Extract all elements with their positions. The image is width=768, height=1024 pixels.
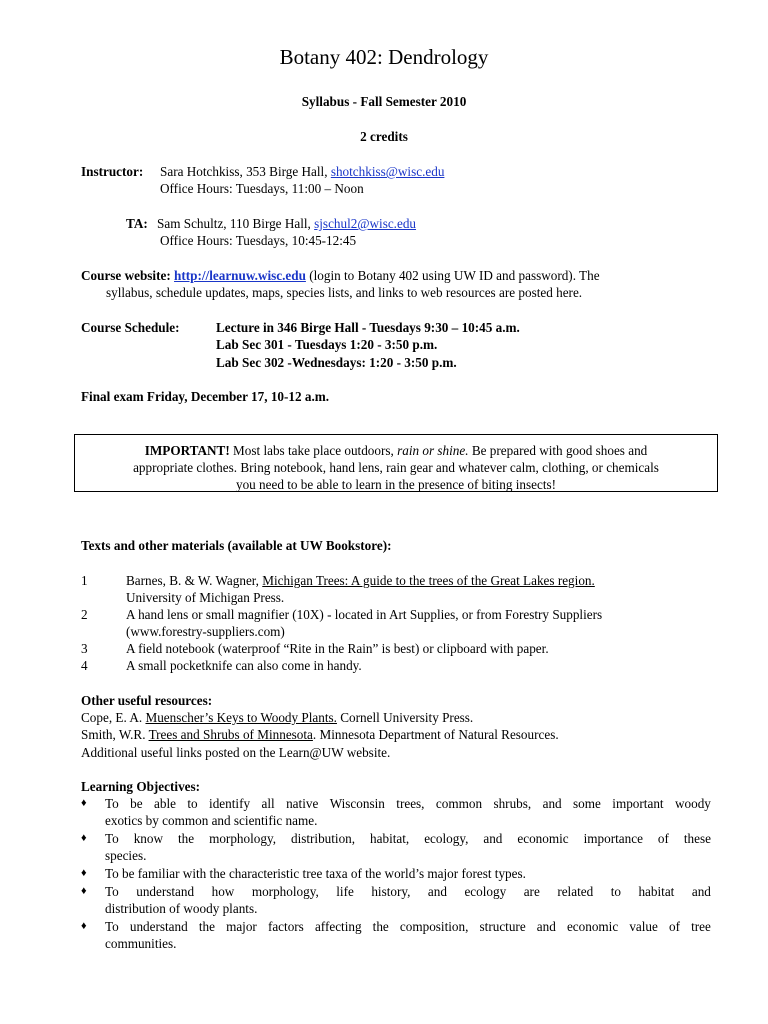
schedule-lab-302: Lab Sec 302 -Wednesdays: 1:20 - 3:50 p.m. xyxy=(216,355,457,370)
objective-word: morphology, xyxy=(209,831,276,846)
list-item-continued: University of Michigan Press. xyxy=(126,590,285,605)
objective-word: related xyxy=(557,884,594,899)
objective-word: tree xyxy=(691,919,711,934)
objective-word: economic xyxy=(566,919,619,934)
objective-word: economic xyxy=(517,831,569,846)
page-title: Botany 402: Dendrology xyxy=(279,45,489,69)
resource-item: Smith, W.R. Trees and Shrubs of Minnesota. Minnesota Department of Natural Resources. xyxy=(81,727,559,742)
list-item-continued: (www.forestry-suppliers.com) xyxy=(126,624,285,639)
objective-word: To xyxy=(105,884,119,899)
list-item: Barnes, B. & W. Wagner, Michigan Trees: A guide to the trees of the Great Lakes region. xyxy=(126,573,595,588)
objective-word: morphology, xyxy=(251,884,319,899)
course-website xyxy=(81,267,600,284)
bullet-icon: ♦ xyxy=(81,797,87,809)
ta-details: Sam Schultz, 110 Birge Hall, xyxy=(157,216,315,231)
objective-word: the xyxy=(198,919,215,934)
objective-word: importance xyxy=(583,831,643,846)
book-title: Michigan Trees: A guide to the trees of the Great Lakes region. xyxy=(262,573,595,588)
website-note: (login to Botany 402 using UW ID and password). The xyxy=(305,268,600,283)
syllabus-subtitle: Syllabus - Fall Semester 2010 xyxy=(301,94,467,109)
bullet-icon: ♦ xyxy=(81,885,87,897)
objective-word: structure xyxy=(479,919,526,934)
ta-office-hours: Office Hours: Tuesdays, 10:45-12:45 xyxy=(160,233,357,248)
objective-word: To xyxy=(105,796,119,811)
objective-word: ecology xyxy=(464,884,507,899)
objective-word: important xyxy=(612,796,664,811)
course-website-link[interactable]: http://learnuw.wisc.edu xyxy=(174,268,306,283)
objective-word: history, xyxy=(371,884,411,899)
objective-word: identify xyxy=(209,796,251,811)
ta-label: TA: xyxy=(126,216,148,231)
objective-word: be xyxy=(130,796,143,811)
objective-word: Wisconsin xyxy=(329,796,385,811)
notice-line-1: IMPORTANT! Most labs take place outdoors, rain or shine. Be prepared with good shoes and xyxy=(144,443,648,458)
objective-word: major xyxy=(226,919,257,934)
objective-item: To understand how morphology, life history, and ecology are related to habitat and distribution of woody plants. xyxy=(105,884,711,916)
objective-word: the xyxy=(177,831,195,846)
objective-word: common xyxy=(435,796,483,811)
objective-word: the xyxy=(372,919,389,934)
objective-word: know xyxy=(133,831,164,846)
book-title: Muenscher’s Keys to Woody Plants. xyxy=(145,710,337,725)
resources-heading: Other useful resources: xyxy=(81,693,213,708)
list-item-number: 3 xyxy=(81,641,88,656)
schedule-lecture: Lecture in 346 Birge Hall - Tuesdays 9:30 – 10:45 a.m. xyxy=(216,320,520,335)
objective-word: and xyxy=(483,831,503,846)
objective-word: understand xyxy=(129,919,188,934)
website-label: Course website: xyxy=(81,268,175,283)
objective-word: woody xyxy=(674,796,711,811)
bullet-icon: ♦ xyxy=(81,832,87,844)
objective-word: native xyxy=(286,796,319,811)
texts-heading: Texts and other materials (available at UW Bookstore): xyxy=(81,538,392,553)
objective-word: habitat xyxy=(638,884,675,899)
list-item: A hand lens or small magnifier (10X) - located in Art Supplies, or from Forestry Suppliers xyxy=(126,607,603,622)
objective-word: distribution, xyxy=(290,831,356,846)
list-item: A field notebook (waterproof “Rite in the Rain” is best) or clipboard with paper. xyxy=(126,641,549,656)
list-item: A small pocketknife can also come in handy. xyxy=(126,658,362,673)
important-notice-box xyxy=(74,434,718,492)
objective-word: To xyxy=(105,919,119,934)
schedule-label: Course Schedule: xyxy=(81,320,180,335)
objective-word: some xyxy=(573,796,601,811)
objective-word: composition, xyxy=(399,919,469,934)
objective-word: these xyxy=(683,831,711,846)
objective-item: To be familiar with the characteristic tree taxa of the world’s major forest types. xyxy=(105,866,526,881)
instructor-office-hours: Office Hours: Tuesdays, 11:00 – Noon xyxy=(160,181,364,196)
resource-item: Cope, E. A. Muenscher’s Keys to Woody Plants. Cornell University Press. xyxy=(81,710,474,725)
objective-word: of xyxy=(668,919,680,934)
objective-item: To be able to identify all native Wisconsin trees, common shrubs, and some important woody exotics by common and scientific name. xyxy=(105,796,711,828)
instructor-details: Sara Hotchkiss, 353 Birge Hall, xyxy=(160,164,331,179)
objective-word: to xyxy=(610,884,621,899)
schedule-lab-301: Lab Sec 301 - Tuesdays 1:20 - 3:50 p.m. xyxy=(216,337,438,352)
objective-word: factors xyxy=(267,919,304,934)
objective-word: all xyxy=(261,796,275,811)
objective-word: how xyxy=(211,884,235,899)
objective-item: To understand the major factors affecting the composition, structure and economic value of tree communities. xyxy=(105,919,711,951)
important-label: IMPORTANT! xyxy=(144,443,230,458)
website-description: syllabus, schedule updates, maps, species lists, and links to web resources are posted here. xyxy=(106,285,583,300)
objective-word: and xyxy=(691,884,711,899)
objective-word: affecting xyxy=(314,919,362,934)
objective-word: shrubs, xyxy=(493,796,532,811)
objective-word: habitat, xyxy=(370,831,410,846)
objective-word: are xyxy=(523,884,540,899)
objectives-heading: Learning Objectives: xyxy=(81,779,201,794)
ta-email-link[interactable]: sjschul2@wisc.edu xyxy=(314,216,417,231)
objective-word: and xyxy=(427,884,447,899)
credits: 2 credits xyxy=(360,129,408,144)
list-item-number: 1 xyxy=(81,573,88,588)
list-item-number: 2 xyxy=(81,607,88,622)
objective-word: value xyxy=(629,919,658,934)
objective-item: To know the morphology, distribution, habitat, ecology, and economic importance of these species. xyxy=(105,831,711,863)
objective-word: able xyxy=(154,796,176,811)
bullet-icon: ♦ xyxy=(81,920,87,932)
notice-line-3: you need to be able to learn in the presence of biting insects! xyxy=(235,477,557,492)
objective-word: trees, xyxy=(396,796,425,811)
objective-word: of xyxy=(657,831,669,846)
objective-word: and xyxy=(536,919,556,934)
objective-word: life xyxy=(336,884,354,899)
instructor-label: Instructor: xyxy=(81,164,144,179)
objective-word: to xyxy=(187,796,198,811)
notice-line-2: appropriate clothes. Bring notebook, hand lens, rain gear and whatever calm, clothing, or chemicals xyxy=(133,460,659,475)
book-title: Trees and Shrubs of Minnesota xyxy=(148,727,313,742)
list-item-number: 4 xyxy=(81,658,88,673)
resource-item: Additional useful links posted on the Learn@UW website. xyxy=(81,745,391,760)
instructor-email-link[interactable]: shotchkiss@wisc.edu xyxy=(330,164,445,179)
ta-info xyxy=(157,215,416,232)
objective-word: ecology, xyxy=(424,831,469,846)
objective-word: To xyxy=(105,831,119,846)
bullet-icon: ♦ xyxy=(81,867,87,879)
objective-word: and xyxy=(542,796,562,811)
objective-word: understand xyxy=(136,884,195,899)
final-exam: Final exam Friday, December 17, 10-12 a.m. xyxy=(81,389,330,404)
instructor-info xyxy=(160,163,444,180)
